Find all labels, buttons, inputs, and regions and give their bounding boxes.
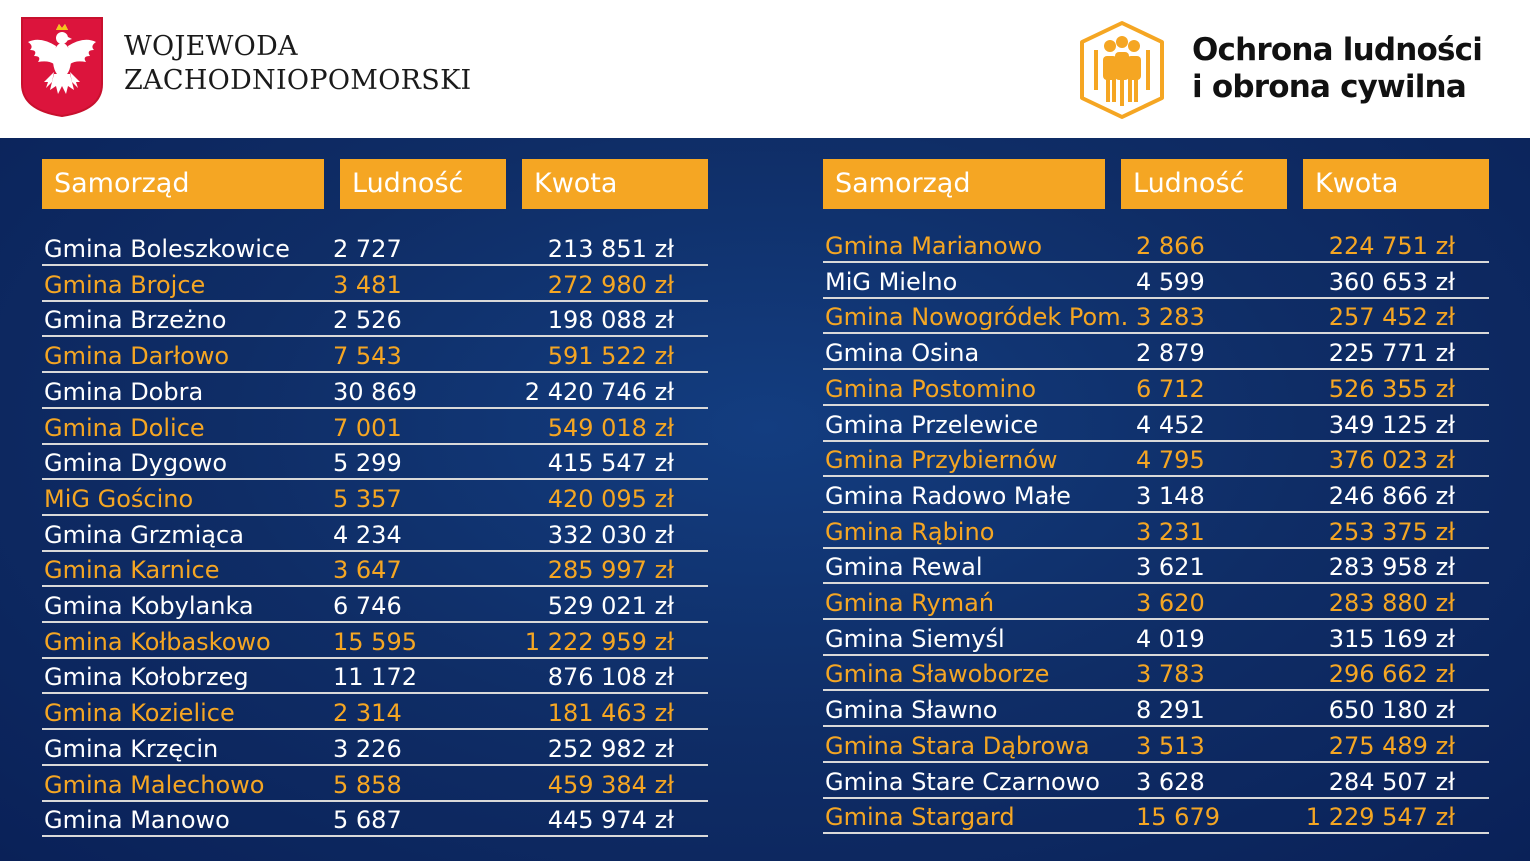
column-header-ludnosc: Ludność — [1121, 159, 1287, 209]
cell-name: Gmina Kozielice — [44, 699, 235, 728]
cell-population: 2 526 — [333, 306, 402, 335]
cell-name: Gmina Sławoborze — [825, 660, 1050, 689]
table-row — [823, 298, 1489, 334]
table-row — [823, 513, 1489, 549]
table-row — [42, 766, 708, 802]
table-row — [42, 444, 708, 480]
cell-name: Gmina Grzmiąca — [44, 520, 244, 549]
table-row — [42, 551, 708, 587]
cell-name: MiG Mielno — [825, 267, 958, 296]
cell-amount: 360 653 zł — [1328, 267, 1455, 296]
cell-name: Gmina Malechowo — [44, 770, 265, 799]
cell-amount: 1 229 547 zł — [1305, 803, 1455, 832]
cell-amount: 332 030 zł — [547, 520, 674, 549]
cell-amount: 445 974 zł — [547, 806, 674, 835]
cell-amount: 315 169 zł — [1328, 624, 1455, 653]
table-row — [823, 477, 1489, 513]
cell-population: 4 452 — [1136, 410, 1205, 439]
table-row — [823, 441, 1489, 477]
cell-population: 5 687 — [333, 806, 402, 835]
table-row — [823, 227, 1489, 263]
cell-amount: 1 222 959 zł — [524, 627, 674, 656]
cell-population: 3 231 — [1136, 517, 1205, 546]
cell-amount: 253 375 zł — [1328, 517, 1455, 546]
table-row — [42, 587, 708, 623]
cell-name: Gmina Brojce — [44, 270, 206, 299]
cell-amount: 415 547 zł — [547, 449, 674, 478]
header-bar — [0, 0, 1530, 138]
table-row — [42, 230, 708, 266]
cell-name: Gmina Przybiernów — [825, 446, 1058, 475]
table-row — [42, 658, 708, 694]
cell-population: 3 621 — [1136, 553, 1205, 582]
cell-amount: 198 088 zł — [547, 306, 674, 335]
cell-name: Gmina Kołbaskowo — [44, 627, 271, 656]
organization-name-line2: ZACHODNIOPOMORSKI — [124, 65, 472, 96]
program-title-line2: i obrona cywilna — [1192, 69, 1466, 105]
main-panel — [0, 138, 1530, 861]
cell-name: Gmina Karnice — [44, 556, 220, 585]
cell-population: 15 679 — [1136, 803, 1220, 832]
cell-amount: 225 771 zł — [1328, 339, 1455, 368]
cell-population: 3 628 — [1136, 767, 1205, 796]
cell-name: Gmina Siemyśl — [825, 624, 1005, 653]
cell-amount: 257 452 zł — [1328, 303, 1455, 332]
cell-name: Gmina Kołobrzeg — [44, 663, 249, 692]
civil-protection-logo-icon — [1076, 20, 1168, 120]
cell-population: 4 019 — [1136, 624, 1205, 653]
table-row — [823, 334, 1489, 370]
table-row — [42, 694, 708, 730]
cell-name: MiG Gościno — [44, 484, 194, 513]
cell-population: 2 879 — [1136, 339, 1205, 368]
table-row — [823, 584, 1489, 620]
cell-amount: 284 507 zł — [1328, 767, 1455, 796]
table-row — [823, 620, 1489, 656]
cell-amount: 549 018 zł — [547, 413, 674, 442]
cell-population: 7 001 — [333, 413, 402, 442]
polish-eagle-emblem-icon — [20, 16, 104, 118]
cell-population: 2 314 — [333, 699, 402, 728]
table-row — [823, 548, 1489, 584]
cell-amount: 876 108 zł — [547, 663, 674, 692]
cell-amount: 285 997 zł — [547, 556, 674, 585]
cell-name: Gmina Stara Dąbrowa — [825, 731, 1090, 760]
cell-name: Gmina Rąbino — [825, 517, 995, 546]
cell-amount: 272 980 zł — [547, 270, 674, 299]
table-row — [42, 409, 708, 445]
cell-amount: 252 982 zł — [547, 734, 674, 763]
cell-amount: 459 384 zł — [547, 770, 674, 799]
cell-population: 3 783 — [1136, 660, 1205, 689]
table-row — [823, 691, 1489, 727]
table-row — [823, 263, 1489, 299]
cell-name: Gmina Stare Czarnowo — [825, 767, 1100, 796]
cell-name: Gmina Dolice — [44, 413, 205, 442]
table-row — [823, 798, 1489, 834]
cell-population: 3 481 — [333, 270, 402, 299]
cell-name: Gmina Marianowo — [825, 232, 1043, 260]
cell-population: 3 647 — [333, 556, 402, 585]
column-header-ludnosc: Ludność — [340, 159, 506, 209]
cell-amount: 591 522 zł — [547, 342, 674, 371]
cell-population: 8 291 — [1136, 696, 1205, 725]
cell-population: 7 543 — [333, 342, 402, 371]
cell-amount: 650 180 zł — [1328, 696, 1455, 725]
table-right — [823, 138, 1489, 861]
program-title — [1192, 32, 1482, 106]
cell-population: 3 226 — [333, 734, 402, 763]
table-row — [42, 480, 708, 516]
cell-name: Gmina Dygowo — [44, 449, 228, 478]
cell-amount: 526 355 zł — [1328, 374, 1455, 403]
cell-name: Gmina Kobylanka — [44, 592, 254, 620]
table-row — [42, 301, 708, 337]
cell-name: Gmina Brzeżno — [44, 306, 227, 335]
cell-population: 6 746 — [333, 592, 402, 620]
cell-amount: 275 489 zł — [1328, 731, 1455, 760]
table-row — [42, 373, 708, 409]
cell-name: Gmina Boleszkowice — [44, 235, 290, 263]
cell-amount: 376 023 zł — [1328, 446, 1455, 475]
cell-name: Gmina Dobra — [44, 377, 204, 406]
cell-amount: 283 958 zł — [1328, 553, 1455, 582]
table-row — [42, 266, 708, 302]
cell-amount: 420 095 zł — [547, 484, 674, 513]
column-header-kwota: Kwota — [522, 159, 708, 209]
cell-population: 3 513 — [1136, 731, 1205, 760]
cell-amount: 283 880 zł — [1328, 589, 1455, 617]
cell-amount: 181 463 zł — [547, 699, 674, 728]
cell-name: Gmina Nowogródek Pom. — [825, 303, 1129, 332]
cell-name: Gmina Przelewice — [825, 410, 1039, 439]
cell-population: 3 620 — [1136, 589, 1205, 617]
cell-amount: 213 851 zł — [547, 235, 674, 263]
table-row — [823, 655, 1489, 691]
cell-amount: 349 125 zł — [1328, 410, 1455, 439]
column-header-samorzad: Samorząd — [42, 159, 324, 209]
program-title-line1: Ochrona ludności — [1192, 32, 1483, 68]
cell-amount: 296 662 zł — [1328, 660, 1455, 689]
organization-name-line1: WOJEWODA — [124, 31, 298, 62]
cell-population: 3 283 — [1136, 303, 1205, 332]
table-left — [42, 138, 708, 861]
cell-population: 2 727 — [333, 235, 402, 263]
cell-amount: 529 021 zł — [547, 592, 674, 620]
table-row — [42, 730, 708, 766]
cell-name: Gmina Krzęcin — [44, 734, 219, 763]
column-header-samorzad: Samorząd — [823, 159, 1105, 209]
table-row — [823, 406, 1489, 442]
cell-name: Gmina Postomino — [825, 374, 1037, 403]
cell-amount: 246 866 zł — [1328, 481, 1455, 510]
cell-population: 5 357 — [333, 484, 402, 513]
cell-amount: 2 420 746 zł — [524, 377, 674, 406]
cell-name: Gmina Sławno — [825, 696, 998, 725]
table-row — [42, 337, 708, 373]
cell-population: 4 234 — [333, 520, 402, 549]
cell-population: 11 172 — [333, 663, 417, 692]
cell-population: 4 795 — [1136, 446, 1205, 475]
column-header-kwota: Kwota — [1303, 159, 1489, 209]
cell-population: 5 299 — [333, 449, 402, 478]
cell-population: 2 866 — [1136, 232, 1205, 260]
table-row — [42, 623, 708, 659]
table-row — [42, 801, 708, 837]
table-row — [823, 727, 1489, 763]
cell-name: Gmina Manowo — [44, 806, 230, 835]
cell-name: Gmina Darłowo — [44, 342, 230, 371]
organization-name — [124, 30, 472, 98]
cell-name: Gmina Rewal — [825, 553, 983, 582]
cell-population: 15 595 — [333, 627, 417, 656]
cell-population: 5 858 — [333, 770, 402, 799]
table-row — [42, 516, 708, 552]
cell-population: 6 712 — [1136, 374, 1205, 403]
cell-name: Gmina Stargard — [825, 803, 1015, 832]
cell-name: Gmina Rymań — [825, 589, 995, 617]
cell-population: 30 869 — [333, 377, 417, 406]
cell-name: Gmina Osina — [825, 339, 980, 368]
cell-population: 3 148 — [1136, 481, 1205, 510]
table-row — [823, 370, 1489, 406]
cell-name: Gmina Radowo Małe — [825, 481, 1071, 510]
cell-population: 4 599 — [1136, 267, 1205, 296]
cell-amount: 224 751 zł — [1328, 232, 1455, 260]
table-row — [823, 763, 1489, 799]
